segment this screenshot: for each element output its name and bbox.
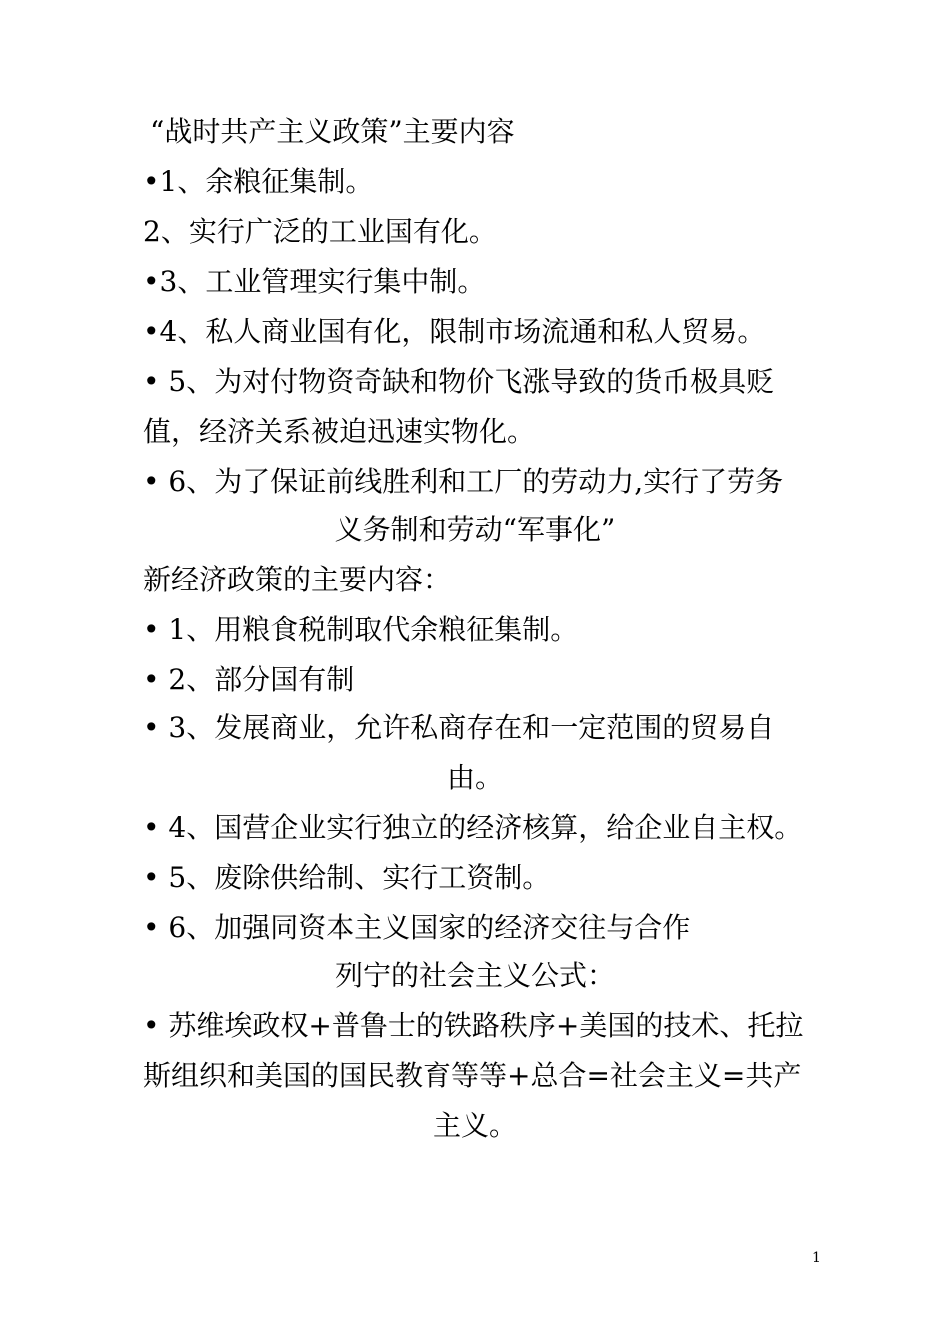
heading-new-economic-policy: 新经济政策的主要内容： <box>143 563 452 596</box>
list-item: • 5、为对付物资奇缺和物价飞涨导致的货币极具贬 <box>143 365 775 398</box>
list-item: • 5、废除供给制、实行工资制。 <box>143 861 551 894</box>
heading-lenin-formula: 列宁的社会主义公式： <box>334 959 615 992</box>
list-item-continuation: 义务制和劳动“军事化” <box>334 513 616 546</box>
list-item: • 3、发展商业，允许私商存在和一定范围的贸易自 <box>143 711 775 744</box>
list-item-continuation: 值，经济关系被迫迅速实物化。 <box>143 415 536 448</box>
list-item: •3、工业管理实行集中制。 <box>143 265 486 298</box>
list-item: • 苏维埃政权+普鲁士的铁路秩序+美国的技术、托拉 <box>143 1009 804 1042</box>
list-item: • 4、国营企业实行独立的经济核算，给企业自主权。 <box>143 811 803 844</box>
list-item: 2、实行广泛的工业国有化。 <box>143 215 497 248</box>
list-item: • 6、为了保证前线胜利和工厂的劳动力,实行了劳务 <box>143 465 784 498</box>
list-item: •1、余粮征集制。 <box>143 165 374 198</box>
list-item-continuation: 主义。 <box>432 1109 517 1142</box>
heading-war-communism: “战时共产主义政策”主要内容 <box>150 115 515 148</box>
list-item-continuation: 斯组织和美国的国民教育等等+总合=社会主义=共产 <box>143 1059 802 1092</box>
list-item: • 2、部分国有制 <box>143 663 355 696</box>
list-item-continuation: 由。 <box>446 761 503 794</box>
list-item: • 1、用粮食税制取代余粮征集制。 <box>143 613 579 646</box>
list-item: • 6、加强同资本主义国家的经济交往与合作 <box>143 911 691 944</box>
list-item: •4、私人商业国有化，限制市场流通和私人贸易。 <box>143 315 766 348</box>
page-number: 1 <box>812 1250 821 1266</box>
